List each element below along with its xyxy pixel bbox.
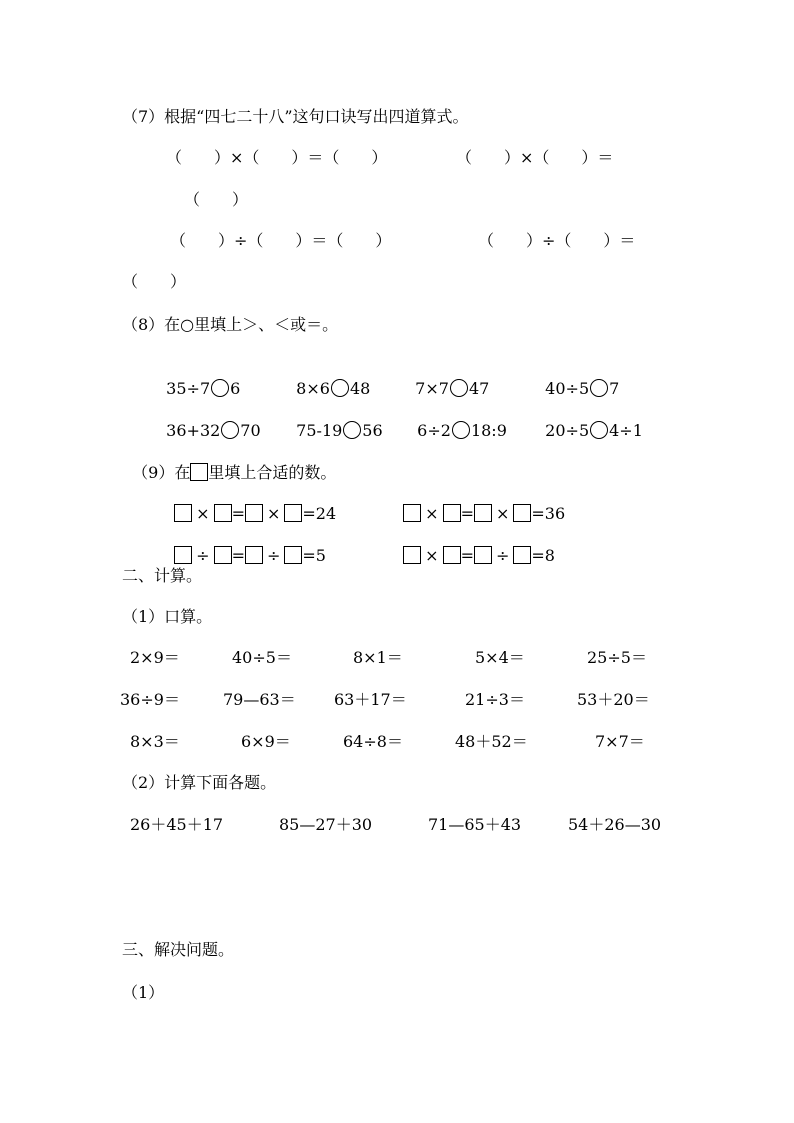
q8-title: （8）在○里填上＞、＜或＝。: [122, 315, 339, 334]
compare-circle[interactable]: [221, 421, 239, 439]
answer-box[interactable]: [443, 504, 461, 522]
answer-box[interactable]: [474, 504, 492, 522]
q7-div-eq-2: （ ）÷（ ）＝: [478, 231, 636, 250]
compare-circle[interactable]: [343, 421, 361, 439]
answer-box[interactable]: [245, 546, 263, 564]
compare-circle[interactable]: [211, 379, 229, 397]
q8-item: [156, 401, 261, 441]
q8-item-right: 48: [349, 379, 371, 398]
answer-box[interactable]: [245, 504, 263, 522]
q7-mul-eq-1: （ ）×（ ）＝（ ）: [166, 148, 388, 167]
q9-operator: ×: [266, 504, 281, 523]
oral-item: 53＋20＝: [577, 690, 650, 709]
q9-operator: ÷: [495, 546, 510, 565]
q9-item: [164, 484, 336, 524]
oral-item: 25÷5＝: [587, 648, 647, 667]
q8-item-right: 18:9: [470, 421, 507, 440]
q7-mul-wrap: （ ）: [184, 190, 249, 209]
q8-item-right: 7: [609, 379, 620, 398]
q8-item: [535, 401, 643, 441]
answer-box[interactable]: [513, 546, 531, 564]
oral-item: 2×9＝: [130, 648, 180, 667]
q8-item-right: 47: [468, 379, 490, 398]
answer-box[interactable]: [474, 546, 492, 564]
oral-item: 79—63＝: [223, 690, 296, 709]
compare-circle[interactable]: [590, 421, 608, 439]
q8-item-left: 35÷7: [166, 379, 211, 398]
answer-box[interactable]: [284, 504, 302, 522]
answer-box[interactable]: [403, 546, 421, 564]
q8-item-right: 6: [230, 379, 241, 398]
q9-title-pre: （9）在: [132, 463, 191, 482]
compare-circle[interactable]: [450, 379, 468, 397]
oral-item: 36÷9＝: [120, 690, 180, 709]
q8-item-left: 40÷5: [545, 379, 590, 398]
q9-result: =24: [302, 504, 337, 523]
calc-problem: 26＋45＋17: [130, 815, 224, 834]
calc-problem: 71—65＋43: [428, 815, 522, 834]
oral-item: 8×1＝: [353, 648, 403, 667]
q7-title: （7）根据“四七二十八”这句口诀写出四道算式。: [122, 107, 469, 126]
oral-item: 64÷8＝: [343, 732, 403, 751]
q9-operator: ×: [425, 546, 439, 565]
section3-title: 三、解决问题。: [122, 940, 235, 959]
oral-item: 8×3＝: [130, 732, 180, 751]
oral-item: 40÷5＝: [232, 648, 292, 667]
answer-box[interactable]: [403, 504, 421, 522]
q7-div-eq-1: （ ）÷（ ）＝（ ）: [170, 231, 392, 250]
q8-item-left: 20÷5: [545, 421, 590, 440]
oral-item: 48＋52＝: [455, 732, 528, 751]
oral-title: （1）口算。: [122, 607, 213, 626]
q9-result: =5: [302, 546, 326, 565]
q8-item-right: 70: [240, 421, 261, 440]
q9-equals: =: [231, 504, 245, 523]
q8-item-right: 4÷1: [609, 421, 643, 440]
answer-box[interactable]: [174, 546, 192, 564]
q9-result: =8: [531, 546, 555, 565]
oral-item: 63＋17＝: [334, 690, 407, 709]
q8-item: [286, 401, 383, 441]
answer-box[interactable]: [284, 546, 302, 564]
oral-item: 7×7＝: [595, 732, 645, 751]
q8-item: [286, 359, 370, 399]
answer-box[interactable]: [443, 546, 461, 564]
answer-box[interactable]: [214, 504, 232, 522]
q8-item-right: 56: [362, 421, 383, 440]
q9-title-post: 里填上合适的数。: [208, 463, 337, 482]
oral-item: 5×4＝: [475, 648, 525, 667]
q8-item-left: 6÷2: [417, 421, 451, 440]
q9-operator: ÷: [266, 546, 281, 565]
q9-equals: =: [460, 504, 474, 523]
compare-circle[interactable]: [452, 421, 470, 439]
q9-item: [164, 526, 326, 566]
q8-item: [535, 359, 619, 399]
q8-item: [407, 401, 507, 441]
blank-square-icon: [190, 463, 208, 481]
compare-circle[interactable]: [331, 379, 349, 397]
q8-item-left: 75-19: [296, 421, 343, 440]
answer-box[interactable]: [513, 504, 531, 522]
q8-item-left: 36+32: [166, 421, 221, 440]
q9-equals: =: [460, 546, 474, 565]
section3-part1-label: （1）: [122, 983, 165, 1002]
calc-problem: 85—27＋30: [279, 815, 373, 834]
answer-box[interactable]: [174, 504, 192, 522]
compare-circle[interactable]: [590, 379, 608, 397]
q9-operator: ×: [196, 504, 210, 523]
q8-item-left: 7×7: [415, 379, 449, 398]
calc-problem: 54＋26—30: [568, 815, 662, 834]
q8-item: [156, 359, 240, 399]
q7-div-wrap: （ ）: [122, 272, 187, 291]
q7-mul-eq-2: （ ）×（ ）＝: [456, 148, 614, 167]
q9-title: [122, 443, 336, 483]
calc-title: （2）计算下面各题。: [122, 773, 277, 792]
q9-equals: =: [231, 546, 245, 565]
q9-item: [393, 526, 555, 566]
section2-title: 二、计算。: [122, 566, 203, 585]
q9-result: =36: [531, 504, 566, 523]
oral-item: 21÷3＝: [465, 690, 525, 709]
q9-operator: ÷: [196, 546, 210, 565]
oral-item: 6×9＝: [241, 732, 291, 751]
q8-item-left: 8×6: [296, 379, 330, 398]
answer-box[interactable]: [214, 546, 232, 564]
q9-item: [393, 484, 565, 524]
q8-item: [405, 359, 489, 399]
q9-operator: ×: [495, 504, 510, 523]
q9-operator: ×: [425, 504, 439, 523]
